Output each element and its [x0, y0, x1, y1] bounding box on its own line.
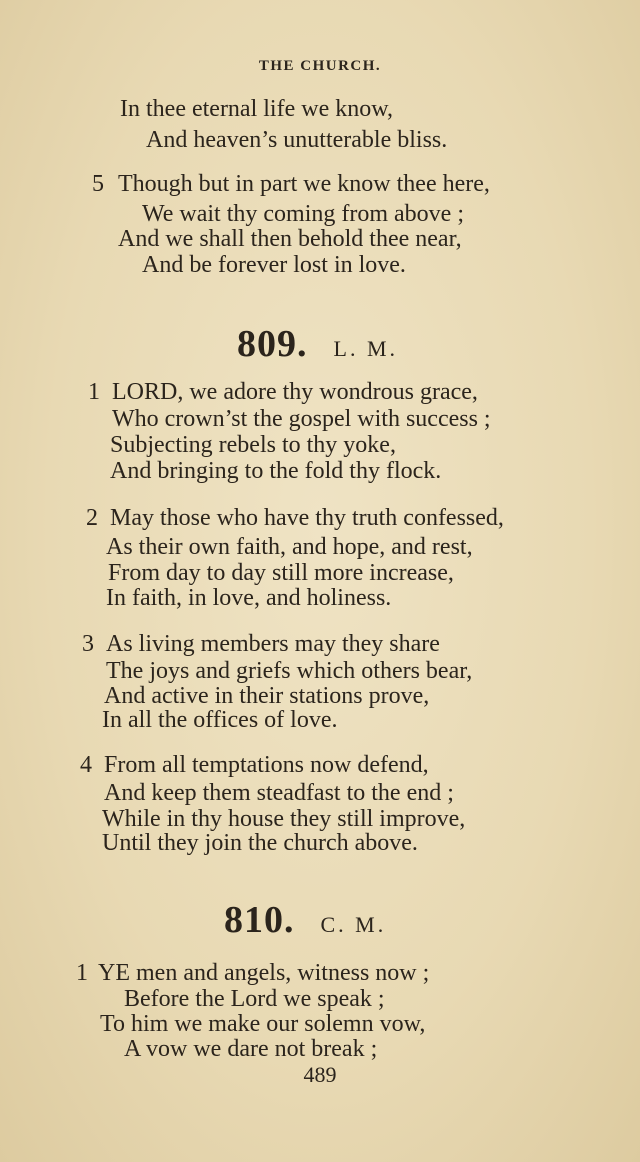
- verse-line: Though but in part we know thee here,: [118, 171, 490, 197]
- verse-line: From all temptations now defend,: [104, 752, 429, 778]
- hymn-number: 809.: [237, 323, 308, 365]
- verse-number: 3: [82, 631, 94, 657]
- hymn-meter: L. M.: [333, 336, 398, 361]
- verse-number: 4: [80, 752, 92, 778]
- verse-line: And keep them steadfast to the end ;: [104, 780, 454, 806]
- verse-number: 5: [92, 171, 104, 197]
- verse-number: 2: [86, 505, 98, 531]
- verse-line: And we shall then behold thee near,: [118, 226, 462, 252]
- verse-line: The joys and griefs which others bear,: [106, 658, 473, 684]
- verse-line: In thee eternal life we know,: [120, 96, 393, 122]
- verse-line: Subjecting rebels to thy yoke,: [110, 432, 396, 458]
- verse-number: 1: [76, 960, 88, 986]
- hymn-number: 810.: [224, 899, 295, 941]
- verse-line: To him we make our solemn vow,: [100, 1011, 426, 1037]
- hymn-heading: [224, 898, 386, 942]
- verse-line: Before the Lord we speak ;: [124, 986, 385, 1012]
- verse-line: And active in their stations prove,: [104, 683, 430, 709]
- verse-line: Until they join the church above.: [102, 830, 418, 856]
- verse-line: Who crown’st the gospel with success ;: [112, 406, 491, 432]
- verse-line: As their own faith, and hope, and rest,: [106, 534, 473, 560]
- verse-line: In all the offices of love.: [102, 707, 338, 733]
- verse-line: And be forever lost in love.: [142, 252, 406, 278]
- verse-line: A vow we dare not break ;: [124, 1036, 378, 1062]
- running-head: THE CHURCH.: [258, 58, 382, 74]
- hymn-heading: [237, 322, 398, 366]
- verse-line: As living members may they share: [106, 631, 440, 657]
- verse-line: LORD, we adore thy wondrous grace,: [112, 379, 478, 405]
- verse-line: And bringing to the fold thy flock.: [110, 458, 442, 484]
- verse-line: YE men and angels, witness now ;: [98, 960, 430, 986]
- verse-line: We wait thy coming from above ;: [142, 201, 464, 227]
- verse-number: 1: [88, 379, 100, 405]
- hymn-meter: C. M.: [320, 912, 387, 937]
- verse-line: May those who have thy truth confessed,: [110, 505, 504, 531]
- verse-line: And heaven’s unutterable bliss.: [146, 127, 448, 153]
- verse-line: While in thy house they still improve,: [102, 806, 466, 832]
- page-number: 489: [303, 1062, 337, 1087]
- verse-line: From day to day still more increase,: [108, 560, 454, 586]
- verse-line: In faith, in love, and holiness.: [106, 585, 392, 611]
